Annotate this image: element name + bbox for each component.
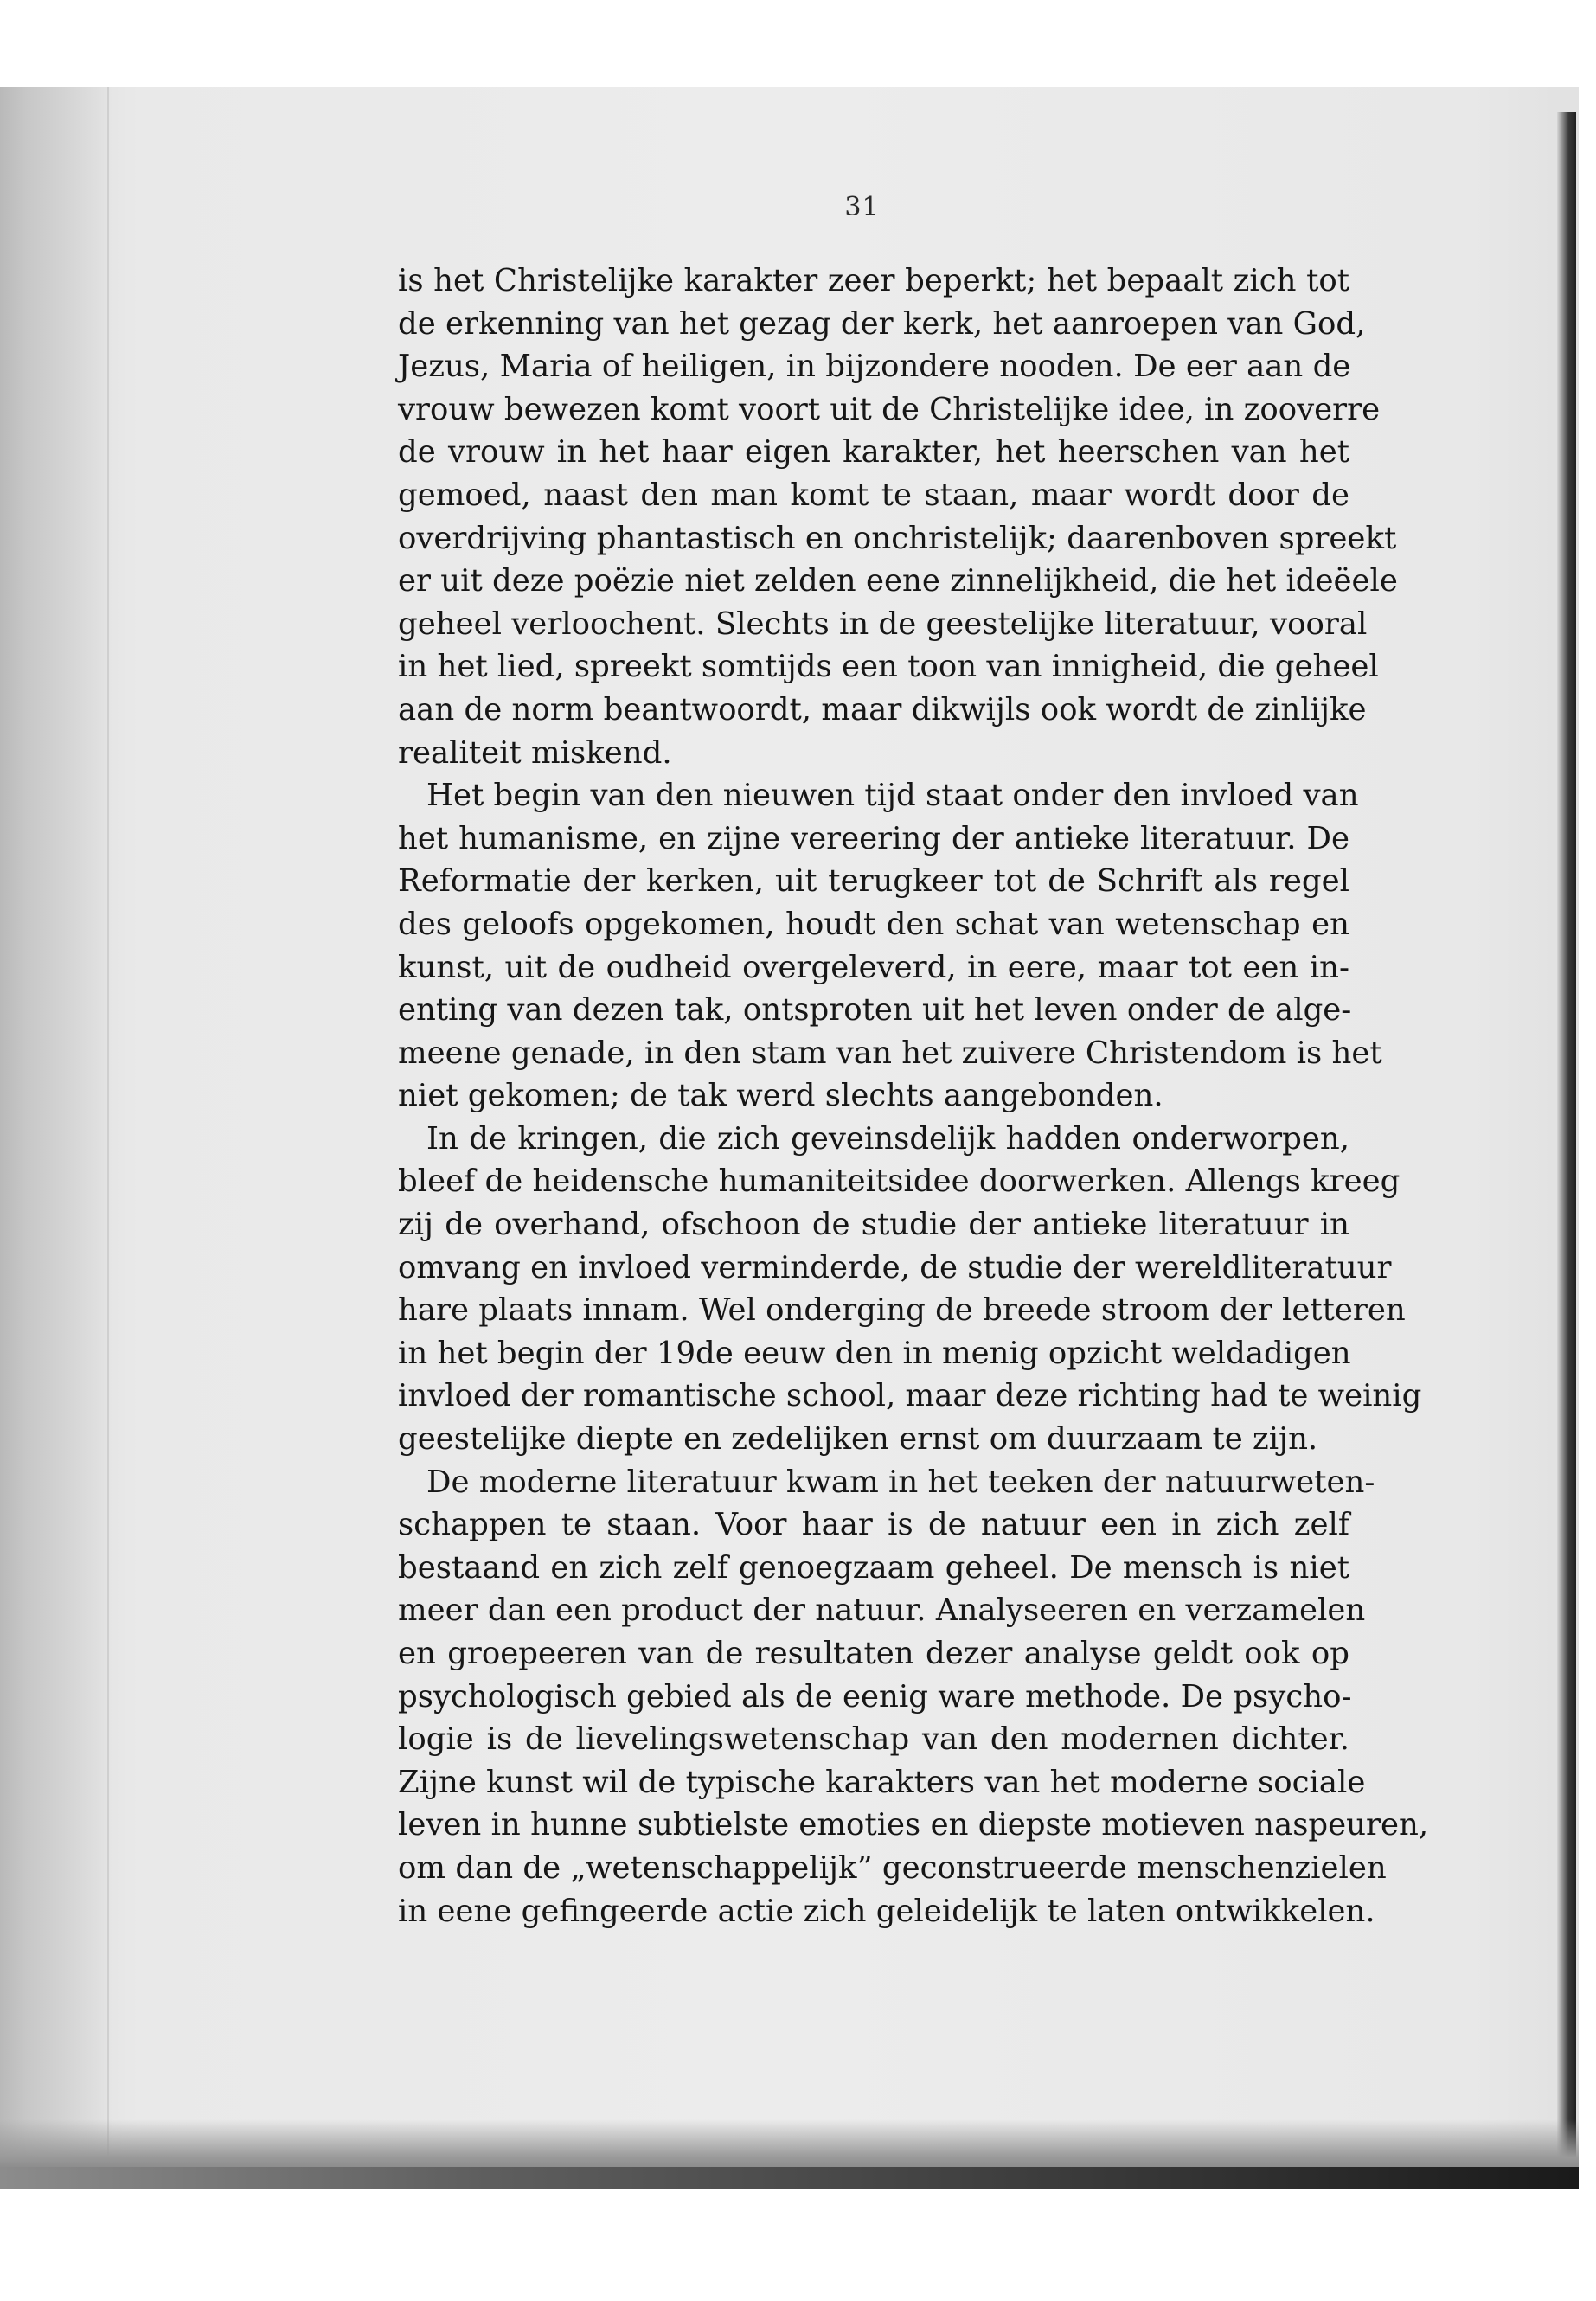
text-line: aan de norm beantwoordt, maar dikwijls ook wordt de zinlijke xyxy=(398,691,1367,727)
text-line: vrouw bewezen komt voort uit de Christelijke idee, in zooverre xyxy=(398,391,1381,427)
text-line: overdrijving phantastisch en onchristelijk; daarenboven spreekt xyxy=(398,520,1397,556)
text-line: in het lied, spreekt somtijds een toon van innigheid, die geheel xyxy=(398,649,1379,685)
body-text xyxy=(398,260,1429,1932)
text-line: des geloofs opgekomen, houdt den schat van wetenschap en xyxy=(398,906,1349,942)
text-line: zij de overhand, ofschoon de studie der antieke literatuur in xyxy=(398,1207,1349,1243)
text-line: in eene gefingeerde actie zich geleidelijk te laten ontwikkelen. xyxy=(398,1893,1375,1929)
right-page-edge xyxy=(1557,112,1576,2189)
text-line: de erkenning van het gezag der kerk, het aanroepen van God, xyxy=(398,305,1366,342)
text-line: kunst, uit de oudheid overgeleverd, in eere, maar tot een in- xyxy=(398,949,1349,985)
text-line: schappen te staan. Voor haar is de natuur een in zich zelf xyxy=(398,1507,1349,1543)
text-line: geestelijke diepte en zedelijken ernst om duurzaam te zijn. xyxy=(398,1421,1318,1458)
text-line: In de kringen, die zich geveinsdelijk hadden onderworpen, xyxy=(426,1120,1349,1157)
text-line: leven in hunne subtielste emoties en diepste motieven naspeuren, xyxy=(398,1807,1429,1843)
text-line: Zijne kunst wil de typische karakters van het moderne sociale xyxy=(398,1764,1366,1800)
text-line: De moderne literatuur kwam in het teeken der natuurweten- xyxy=(426,1464,1375,1500)
text-line: in het begin der 19de eeuw den in menig opzicht weldadigen xyxy=(398,1335,1351,1371)
text-line: Het begin van den nieuwen tijd staat onder den invloed van xyxy=(426,778,1359,814)
text-line: en groepeeren van de resultaten dezer analyse geldt ook op xyxy=(398,1636,1349,1671)
text-line: het humanisme, en zijne vereering der antieke literatuur. De xyxy=(398,820,1349,856)
text-line: meene genade, in den stam van het zuivere Christendom is het xyxy=(398,1035,1382,1071)
text-line: bestaand en zich zelf genoegzaam geheel. De mensch is niet xyxy=(398,1549,1349,1586)
book-binding-shadow xyxy=(0,87,112,2189)
page-number: 31 xyxy=(844,192,880,222)
text-line: omvang en invloed verminderde, de studie der wereldliteratuur xyxy=(398,1249,1392,1285)
text-line: is het Christelijke karakter zeer beperkt; het bepaalt zich tot xyxy=(398,263,1349,298)
bottom-scan-edge xyxy=(0,2167,1579,2189)
text-line: psychologisch gebied als de eenig ware methode. De psycho- xyxy=(398,1678,1352,1715)
text-line: er uit deze poëzie niet zelden eene zinnelijkheid, die het ideëele xyxy=(398,563,1398,599)
text-line: hare plaats innam. Wel onderging de breede stroom der letteren xyxy=(398,1292,1406,1329)
text-line: gemoed, naast den man komt te staan, maar wordt door de xyxy=(398,477,1349,513)
text-line: Jezus, Maria of heiligen, in bijzondere nooden. De eer aan de xyxy=(398,349,1351,385)
text-line: invloed der romantische school, maar deze richting had te weinig xyxy=(398,1378,1422,1414)
text-line: niet gekomen; de tak werd slechts aangebonden. xyxy=(398,1078,1163,1114)
text-line: logie is de lievelingswetenschap van den modernen dichter. xyxy=(398,1721,1349,1758)
text-line: de vrouw in het haar eigen karakter, het heerschen van het xyxy=(398,434,1349,471)
text-line: meer dan een product der natuur. Analyseeren en verzamelen xyxy=(398,1593,1366,1629)
text-line: om dan de „wetenschappelijk” geconstrueerde menschenzielen xyxy=(398,1849,1387,1886)
text-line: Reformatie der kerken, uit terugkeer tot de Schrift als regel xyxy=(398,863,1349,900)
binding-fold-line xyxy=(107,87,109,2189)
text-line: bleef de heidensche humaniteitsidee doorwerken. Allengs kreeg xyxy=(398,1163,1401,1200)
text-line: enting van dezen tak, ontsproten uit het leven onder de alge- xyxy=(398,992,1352,1029)
text-line: geheel verloochent. Slechts in de geestelijke literatuur, vooral xyxy=(398,606,1368,642)
text-line: realiteit miskend. xyxy=(398,734,672,771)
